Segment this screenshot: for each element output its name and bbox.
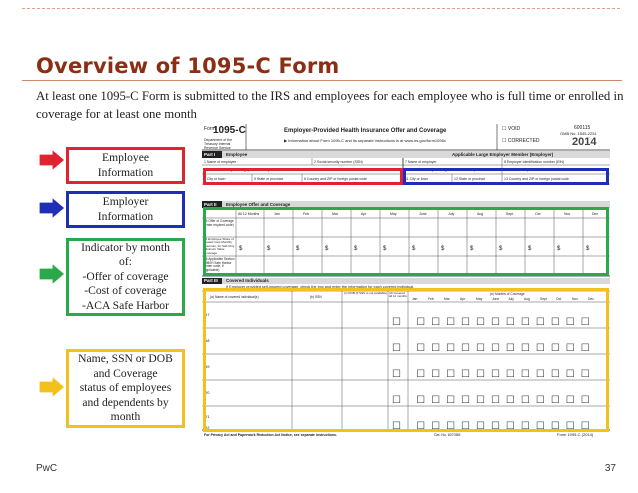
form-title: Employer-Provided Health Insurance Offer and Coverage — [284, 128, 447, 134]
blue-arrow-icon — [38, 196, 66, 220]
label-line: of: — [119, 255, 132, 269]
month-header: July — [448, 212, 455, 216]
label-line: Indicator by month — [81, 240, 170, 254]
part1-label: Employee — [226, 152, 248, 157]
month-header: Feb — [303, 212, 310, 216]
label-line: status of employees — [79, 381, 172, 395]
month-header: All 12 Months — [238, 212, 260, 216]
dollar-sign: $ — [383, 246, 387, 252]
title-divider — [22, 80, 622, 81]
covered-individuals-highlight-box — [203, 288, 609, 432]
label-line: Employee — [101, 151, 149, 164]
part3-month: May — [476, 297, 483, 301]
part3-month: Aug — [524, 297, 530, 301]
employer-field: 7 Name of employer — [405, 160, 437, 164]
part3-label: Covered Individuals — [226, 278, 269, 283]
label-line: and dependents by — [82, 395, 169, 409]
label-line: Name, SSN or DOB — [78, 352, 173, 366]
form-footer-form: Form 1095-C (2014) — [557, 432, 594, 437]
part3-month: July — [508, 297, 514, 301]
label-line: month — [110, 410, 141, 424]
form-omb: OMB No. 1545-2251 — [560, 131, 597, 136]
employer-field: 11 City or town — [405, 177, 429, 181]
void-checkbox: ☐ VOID — [502, 126, 521, 132]
form-code: 600115 — [574, 125, 591, 131]
dollar-sign: $ — [325, 246, 329, 252]
employee-field: 5 State or province — [254, 177, 284, 181]
form-number: 1095-C — [213, 125, 246, 136]
employer-header: Applicable Large Employer Member (Employer) — [452, 152, 554, 157]
part3-month: Dec — [588, 297, 594, 301]
part1-tag: Part I — [204, 152, 216, 157]
part3-month: Mar — [444, 297, 450, 301]
month-header: Nov — [564, 212, 571, 216]
dollar-sign: $ — [296, 246, 300, 252]
dollar-sign: $ — [528, 246, 532, 252]
employer-field: 8 Employer identification number (EIN) — [504, 160, 565, 164]
label-line: Information — [97, 209, 154, 223]
dollar-sign: $ — [354, 246, 358, 252]
part3-tag: Part III — [204, 278, 218, 283]
covered-individuals-label — [66, 349, 185, 428]
part3-month: Oct — [556, 297, 562, 301]
month-header: Apr — [361, 212, 367, 216]
indicator-by-month-label — [66, 238, 185, 316]
dollar-sign: $ — [470, 246, 474, 252]
dollar-sign: $ — [557, 246, 561, 252]
dollar-sign: $ — [586, 246, 590, 252]
label-line: Information — [97, 165, 154, 179]
employee-field: 2 Social security number (SSN) — [314, 160, 363, 164]
employer-field: 10 Contact telephone number — [504, 168, 551, 172]
dollar-sign: $ — [499, 246, 503, 252]
form-dept: Department of the Treasury Internal Revenue Service — [204, 138, 233, 150]
part3-month: Nov — [572, 297, 578, 301]
top-divider — [22, 8, 620, 9]
employee-highlight-box — [203, 168, 403, 185]
label-line: -ACA Safe Harbor — [82, 298, 169, 312]
part3-col: (d) Covered all 12 months — [389, 291, 407, 299]
label-line: -Offer of coverage — [82, 269, 169, 283]
part3-col: (e) Months of Coverage — [490, 292, 525, 296]
month-header: Jan — [274, 212, 280, 216]
month-header: June — [419, 212, 427, 216]
employer-field: 9 Street address (including room or suite no.) — [405, 168, 476, 172]
employer-information-label — [66, 191, 185, 228]
void-label: VOID — [507, 126, 521, 132]
employee-field: 1 Name of employee — [204, 160, 237, 164]
part3-col: (a) Name of covered individual(s) — [210, 295, 259, 299]
label-line: and Coverage — [93, 366, 158, 380]
footer-brand: PwC — [36, 463, 58, 474]
month-header: Dec — [592, 212, 599, 216]
form-label: Form — [204, 126, 216, 132]
part3-col: (c) DOB (If SSN is not available) — [344, 291, 388, 295]
dollar-sign: $ — [239, 246, 243, 252]
month-header: Oct — [535, 212, 541, 216]
part3-row-number: 18 — [205, 338, 210, 343]
label-line: -Cost of coverage — [84, 284, 167, 298]
yellow-arrow-icon — [38, 375, 66, 399]
form-year: 2014 — [572, 136, 597, 148]
part3-row-number: 17 — [205, 312, 210, 317]
slide-title: Overview of 1095-C Form — [36, 54, 340, 78]
part3-row-number: 22 — [205, 425, 210, 430]
page-number: 37 — [604, 463, 616, 474]
employee-field: 4 City or town — [204, 177, 226, 181]
part2-row: 15 Employee Share of Lowest Cost Monthly Premium, for Self-Only Minimum Value Coverage — [204, 237, 235, 255]
dollar-sign: $ — [267, 246, 271, 252]
part3-month: Sept — [540, 297, 547, 301]
form-cat-no: Cat. No. 60705M — [434, 433, 461, 437]
part3-row-number: 20 — [205, 390, 210, 395]
month-header: Sept — [506, 212, 514, 216]
part2-tag: Part II — [204, 202, 217, 207]
part3-row-number: 19 — [205, 364, 210, 369]
form-1095c-image — [202, 124, 610, 440]
part3-note: If Employer provided self-insured coverage, check the box and enter the information for each covered individual. — [226, 285, 415, 289]
part3-month: Jan — [412, 297, 418, 301]
form-instructions: ▶ Information about Form 1095-C and its separate instructions is at www.irs.gov/form1095c — [284, 138, 446, 143]
employer-field: 13 Country and ZIP or foreign postal code — [504, 177, 569, 181]
part3-row-number: 21 — [205, 414, 210, 419]
corrected-checkbox: ☐ CORRECTED — [502, 138, 540, 144]
part3-checkbox-grid: ☐ ☐☐☐☐☐☐☐☐☐☐☐☐ ☐ ☐☐☐☐☐☐☐☐☐☐☐☐ ☐ ☐☐☐☐☐☐☐☐☐☐☐☐ ☐ ☐☐☐☐☐☐☐☐☐☐☐☐ ☐ ☐☐☐☐☐☐☐☐☐☐☐☐ — [392, 317, 596, 432]
employer-highlight-box — [403, 168, 609, 185]
slide-subtitle: At least one 1095-C Form is submitted to the IRS and employees for each employee who is full time or enrolled in coverage for at least one month — [36, 89, 624, 121]
part3-month: Feb — [428, 297, 434, 301]
employee-field: 6 Country and ZIP or foreign postal code — [304, 177, 367, 181]
employer-field: 12 State or province — [454, 177, 486, 181]
offer-coverage-highlight-box — [203, 207, 609, 276]
month-header: May — [390, 212, 397, 216]
corrected-label: CORRECTED — [507, 138, 540, 144]
green-arrow-icon — [38, 262, 66, 286]
month-header: Mar — [332, 212, 339, 216]
part2-row: 16 Applicable Section 4980H Safe Harbor (enter code, if applicable) — [204, 257, 235, 272]
form-footer-notice: For Privacy Act and Paperwork Reduction Act Notice, see separate instructions. — [204, 433, 337, 437]
part3-month: June — [492, 297, 500, 301]
month-header: Aug — [477, 212, 484, 216]
part2-row: 14 Offer of Coverage (enter required code) — [204, 219, 234, 227]
part3-col: (b) SSN — [310, 295, 322, 299]
red-arrow-icon — [38, 148, 66, 172]
dollar-sign: $ — [412, 246, 416, 252]
employee-field: 3 Street address (including apartment no.) — [204, 168, 270, 172]
label-line: Employer — [102, 195, 149, 208]
employee-information-label — [66, 147, 185, 184]
dollar-sign: $ — [441, 246, 445, 252]
part2-label: Employee Offer and Coverage — [226, 202, 291, 207]
part3-month: Apr — [460, 297, 466, 301]
